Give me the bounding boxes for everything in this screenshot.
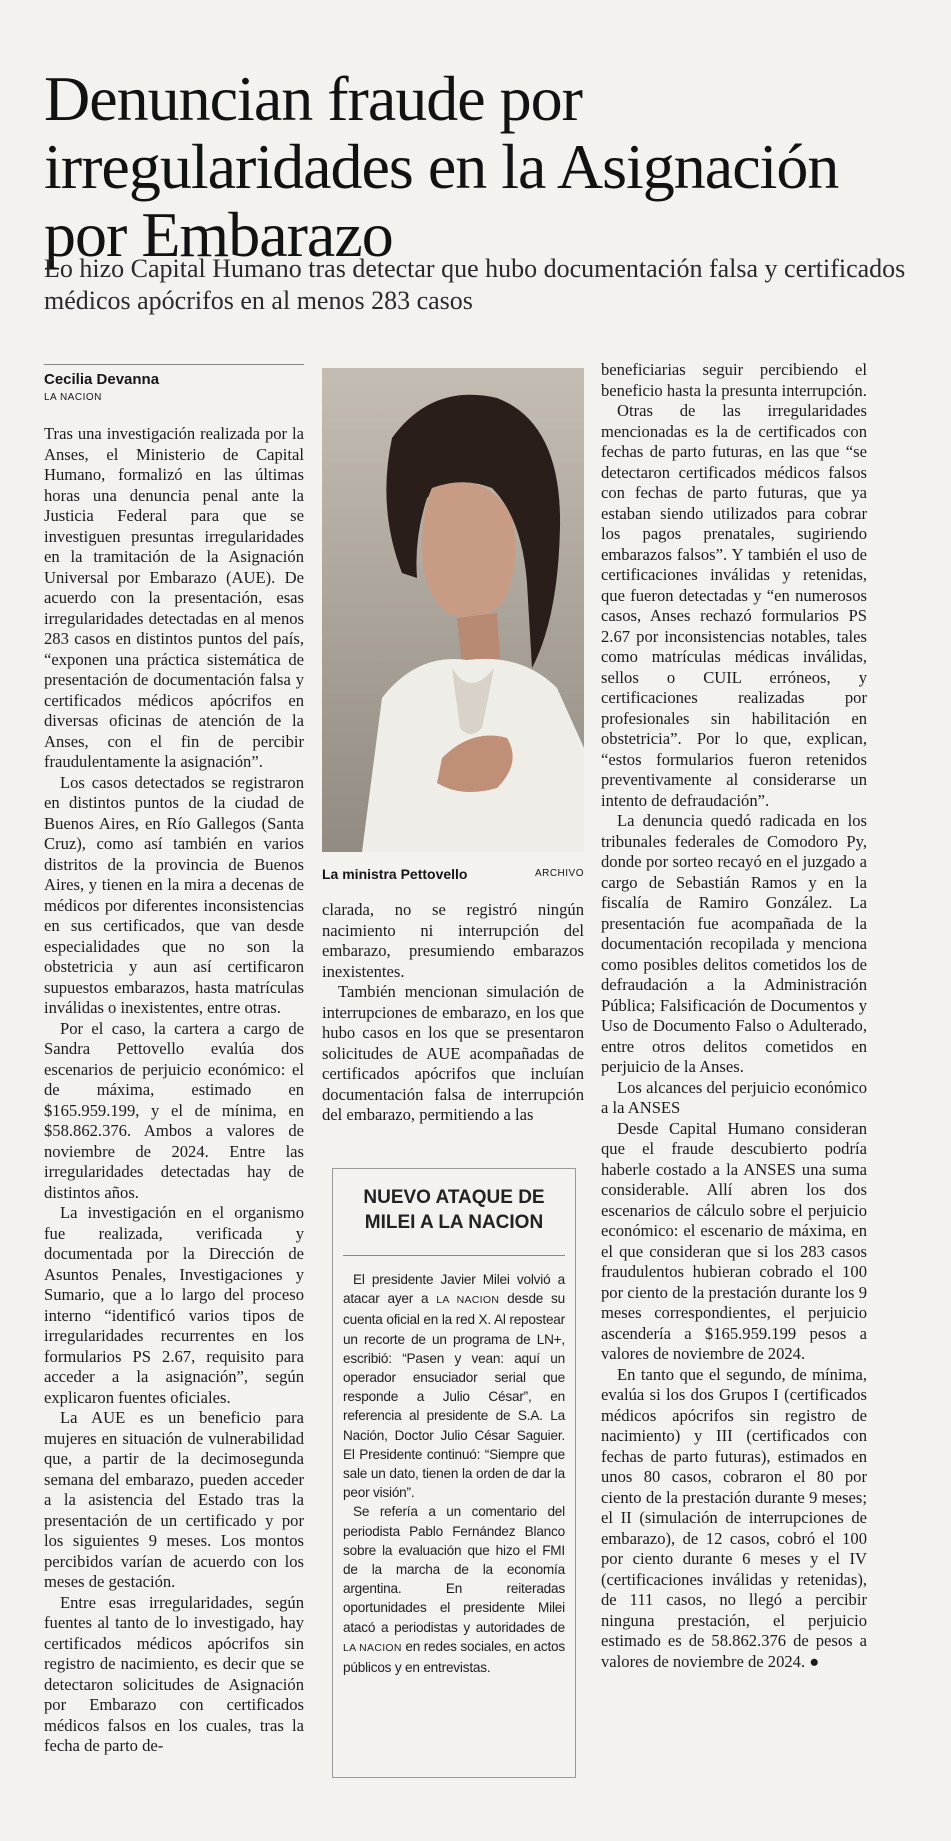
sidebar-masthead-ref: LA NACION xyxy=(343,1641,402,1654)
paragraph: Entre esas irregularidades, según fuentes al tanto de lo investigado, hay certificados médicos apócrifos sin registro de nacimiento, es decir que se detectaron solicitudes de Asignación por Embarazo con certificados médicos falsos en los cuales, tras la fecha de parto de- xyxy=(44,1592,304,1755)
sidebar-box xyxy=(332,1168,576,1778)
paragraph: beneficiarias seguir percibiendo el beneficio hasta la presunta interrupción. xyxy=(601,360,867,400)
paragraph: La denuncia quedó radicada en los tribunales federales de Comodoro Py, donde por sorteo recayó en el juzgado a cargo de Sebastián Ramos y en la fiscalía de Ramiro González. La presentación fue acompañada de la documentación recopilada y menciona como posibles delitos cometidos los de defraudación a la Administración Pública; Falsificación de Documentos y Uso de Documento Falso o Adulterado, entre otros delitos cometidos en perjuicio de la Anses. xyxy=(601,811,867,1076)
sidebar-text-run: El presidente Javier Milei volvió a atacar ayer a xyxy=(343,1272,565,1307)
headline: Denuncian fraude por irregularidades en la Asignación por Embarazo xyxy=(44,62,839,270)
subhead: Lo hizo Capital Humano tras detectar que hubo documentación falsa y certificados médicos apócrifos en al menos 283 casos xyxy=(44,254,906,315)
paragraph: En tanto que el segundo, de mínima, evalúa si los dos Grupos I (certificados médicos apócrifos sin registro de nacimiento) y III (certificados con fechas de parto futuras), estimados en unos 80 casos, cobraron el 80 por ciento de la prestación durante 9 meses; el II (simulación de interrupciones de embarazo), de 12 casos, cobró el 100 por ciento durante 6 meses y el IV (certificaciones inválidas y retenidas), de 111 casos, no llegó a percibir ninguna prestación, el perjuicio estimado es de 58.862.376 de pesos a valores de noviembre de 2024. ● xyxy=(601,1364,867,1671)
sidebar-text-run: desde su cuenta oficial en la red X. Al repostear un recorte de un programa de LN+, escribió: “Pasen y vean: aquí un operador ensuciador serial que responde a Julio César”, en referencia al presidente de S.A. La Nación, Doctor Julio César Saguier. El Presidente continuó: “Siempre que sale un dato, tienen la orden de dar la peor visión”. xyxy=(343,1291,565,1501)
sidebar-paragraph xyxy=(343,1502,565,1677)
byline-source: LA NACION xyxy=(44,392,102,403)
paragraph: La AUE es un beneficio para mujeres en situación de vulnerabilidad que, a partir de la decimosegunda semana del embarazo, pueden acceder a la asistencia del Estado tras la presentación de un certificado y por los siguientes 9 meses. Los montos percibidos varían de acuerdo con los meses de gestación. xyxy=(44,1408,304,1591)
portrait-illustration xyxy=(322,368,584,852)
paragraph: También mencionan simulación de interrupciones de embarazo, en los que hubo casos en los que se presentaron solicitudes de AUE acompañadas de certificados apócrifos que incluían documentación falsa de interrupción del embarazo, permitiendo a las xyxy=(322,982,584,1124)
paragraph: Desde Capital Humano consideran que el fraude descubierto podría haberle costado a la ANSES una suma considerable. Allí abren los dos escenarios de cálculo sobre el perjuicio económico: el escenario de máxima, en el que consideran que si los 283 casos fraudulentos hubieran cobrado el 100 por ciento de la prestación durante los 9 meses correspondientes, el perjuicio ascendería a $165.959.199 pesos a valores de noviembre de 2024. xyxy=(601,1118,867,1363)
paragraph: Otras de las irregularidades mencionadas es la de certificados con fechas de parto futuras, en las que “se detectaron certificados médicos falsos con fechas de parto futuras, que ya estaban siendo utilizados para cobrar los pagos prenatales, sugiriendo embarazos falsos”. Y también el uso de certificaciones inválidas y retenidas, que fueron detectadas y “en numerosos casos, Anses rechazó formularios PS 2.67 por inconsistencias notables, tales como matrículas médicas inválidas, sellos o CUIL erróneos, y certificaciones realizadas por profesionales sin habilitación en obstetricia”. Por lo que, explican, “estos formularios fueron retenidos preventivamente al considerarse un intento de defraudación”. xyxy=(601,401,867,810)
caption-text: La ministra Pettovello xyxy=(322,866,468,882)
sidebar-paragraph xyxy=(343,1270,565,1502)
sidebar-text-run: Se refería a un comentario del periodista Pablo Fernández Blanco sobre la evaluación que hizo el FMI de la marcha de la economía argentina. En reiteradas oportunidades el presidente Milei atacó a periodistas y autoridades de xyxy=(343,1504,565,1635)
paragraph: Por el caso, la cartera a cargo de Sandra Pettovello evalúa dos escenarios de perjuicio económico: el de máxima, estimado en $165.959.199, y el de mínima, en $58.862.376. Ambos a valores de noviembre de 2024. Entre las irregularidades detectadas hay de distintos años. xyxy=(44,1018,304,1202)
sidebar-divider xyxy=(343,1255,565,1256)
paragraph: La investigación en el organismo fue realizada, verificada y documentada por la Dirección de Asuntos Penales, Investigaciones y Sumario, que a lo largo del proceso interno “identificó varios tipos de irregularidades recurrentes en los formularios PS 2.67, requisito para acceder a la asignación”, según explicaron fuentes oficiales. xyxy=(44,1203,304,1407)
photo-credit: ARCHIVO xyxy=(534,868,584,879)
subheading: Los alcances del perjuicio económico a la ANSES xyxy=(601,1077,867,1117)
sidebar-masthead-ref: LA NACION xyxy=(436,1294,500,1307)
sidebar-text-run: en redes sociales, en actos públicos y en entrevistas. xyxy=(343,1638,565,1676)
sidebar-text xyxy=(343,1270,565,1677)
article-column-3 xyxy=(601,360,867,1672)
photo-caption xyxy=(322,866,584,882)
minister-photo xyxy=(322,368,584,852)
byline-author: Cecilia Devanna xyxy=(44,371,160,388)
paragraph: Los casos detectados se registraron en distintos puntos de la ciudad de Buenos Aires, en Río Gallegos (Santa Cruz), como así también en varios distritos de la provincia de Buenos Aires, y tienen en la mira a decenas de médicos por diferentes inconsistencias en sus certificados, que van desde especialidades que no son la obstetricia y aun así certificaron supuestos embarazos, hasta matrículas inválidas o inexistentes, entre otras. xyxy=(44,772,304,1017)
article-column-2 xyxy=(322,900,584,1126)
sidebar-title: NUEVO ATAQUE DE MILEI A LA NACION xyxy=(363,1187,545,1233)
paragraph: Tras una investigación realizada por la Anses, el Ministerio de Capital Humano, formalizó en las últimas horas una denuncia penal ante la Justicia Federal para que se investiguen presuntas irregularidades en la tramitación de la Asignación Universal por Embarazo (AUE). De acuerdo con la presentación, esas irregularidades detectadas en al menos 283 casos en distintos puntos del país, “exponen una práctica sistemática de presentación de documentación falsa y certificados médicos apócrifos en diversas oficinas de atención de la Anses, con el fin de percibir fraudulentamente la asignación”. xyxy=(44,424,304,771)
paragraph: clarada, no se registró ningún nacimiento ni interrupción del embarazo, presumiendo embarazos inexistentes. xyxy=(322,900,584,981)
byline-divider xyxy=(44,364,304,365)
article-column-1 xyxy=(44,424,304,1757)
